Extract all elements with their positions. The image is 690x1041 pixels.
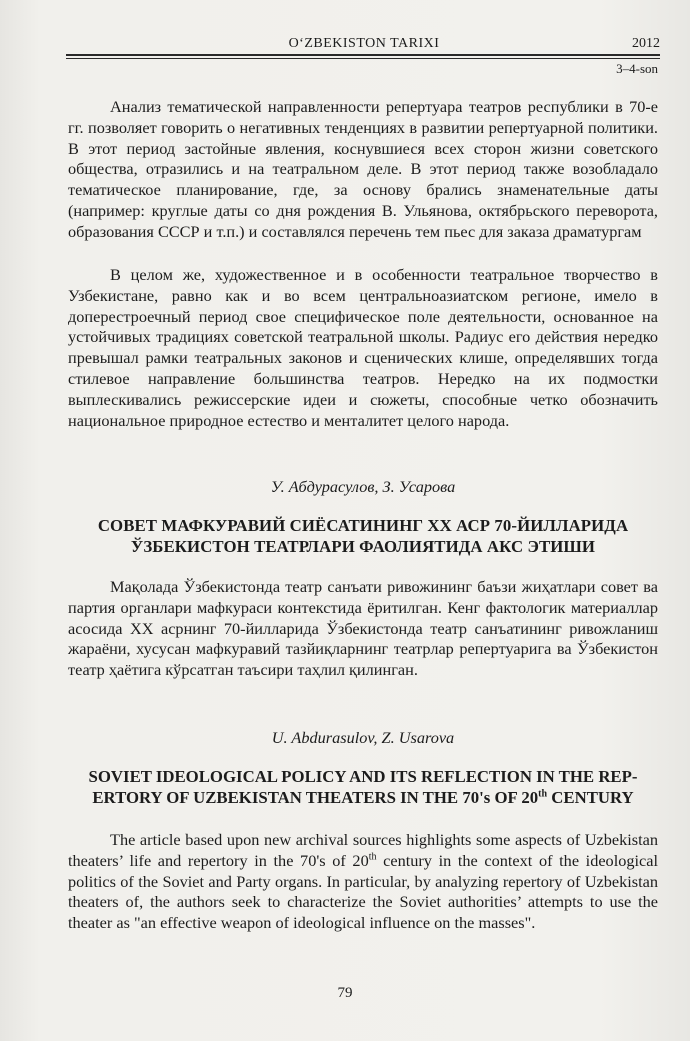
body-paragraph-1: Анализ тематической направленности репертуара театров республики в 70-е гг. позволяет говорить о негативных тенденциях в развитии репертуарной политики. В этот период застойные явления, коснувшиеся всех сторон жизни советского общества, отразились и на театральном деле. В этот период также возобладало тематическое планирование, где, за основу брались знаменательные даты (например: круглые даты со дня рождения В. Ульянова, октябрьского переворота, образования СССР и т.п.) и составлялся перечень тем пьес для заказа драматургам [68,97,658,241]
title-uz-line-1: СОВЕТ МАФКУРАВИЙ СИЁСАТИНИНГ ХХ АСР 70-ЙИЛЛАРИДА [97,516,629,535]
issue-number: 3–4-son [616,61,658,76]
authors-en: U. Abdurasulov, Z. Usarova [271,728,455,747]
title-en-superscript: th [538,788,548,800]
abstract-en [68,830,658,934]
journal-title: O‘ZBEKISTON TARIXI [288,36,440,51]
header-rule-thin [66,58,660,59]
title-en-line-1: SOVIET IDEOLOGICAL POLICY AND ITS REFLECTION IN THE REP- [88,767,638,786]
title-uz-line-2: ЎЗБЕКИСТОН ТЕАТРЛАРИ ФАОЛИЯТИДА АКС ЭТИШИ [130,537,596,556]
header-rule-thick [66,54,660,56]
article-title-uz [68,515,658,557]
abstract-en-superscript: th [368,851,377,863]
title-en-line-2b: CENTURY [547,788,634,807]
page-number: 79 [337,985,353,1001]
body-paragraph-2: В целом же, художественное и в особенности театральное творчество в Узбекистане, равно как и во всем центральноазиатском регионе, имело в доперестроечный период свое специфическое поле деятельности, основанное на устойчивых традициях советской театральной школы. Радиус его действия нередко превышал рамки театральных законов и сценических клише, определявших тогда стилевое направление большинства театров. Нередко на их подмостки выплескивались режиссерские идеи и сюжеты, способные четко обозначить национальное природное естество и менталитет целого народа. [68,265,658,430]
article-title-en [68,766,658,808]
authors-uz: У. Абдурасулов, З. Усарова [270,477,456,496]
running-header [68,36,660,56]
abstract-en-part-2: century in the context of the ideological politics of the Soviet and Party organs. In particular, by analyzing repertory of Uzbekistan theaters of, the authors seek to characterize the Soviet authorities’ attempts to use the theater as "an effective weapon of ideological influence on the masses". [68,850,659,933]
title-en-line-2a: ERTORY OF UZBEKISTAN THEATERS IN THE 70's OF 20 [92,788,539,807]
abstract-uz: Мақолада Ўзбекистонда театр санъати ривожининг баъзи жиҳатлари совет ва партия органлари мафкураси контекстида ёритилган. Кенг фактологик материаллар асосида ХХ асрнинг 70-йилларида Ўзбекистонда театр санъатининг ривожланиш жараёни, хусусан мафкуравий тазйиқларнинг театрлар репертуарига ва Ўзбекистон театр ҳаётига кўрсатган таъсири таҳлил қилинган. [68,577,658,680]
abstract-en-part-1: The article based upon new archival sources highlights some aspects of Uzbekistan theaters’ life and repertory in the 70's of 20 [68,830,658,870]
journal-year: 2012 [632,36,660,51]
